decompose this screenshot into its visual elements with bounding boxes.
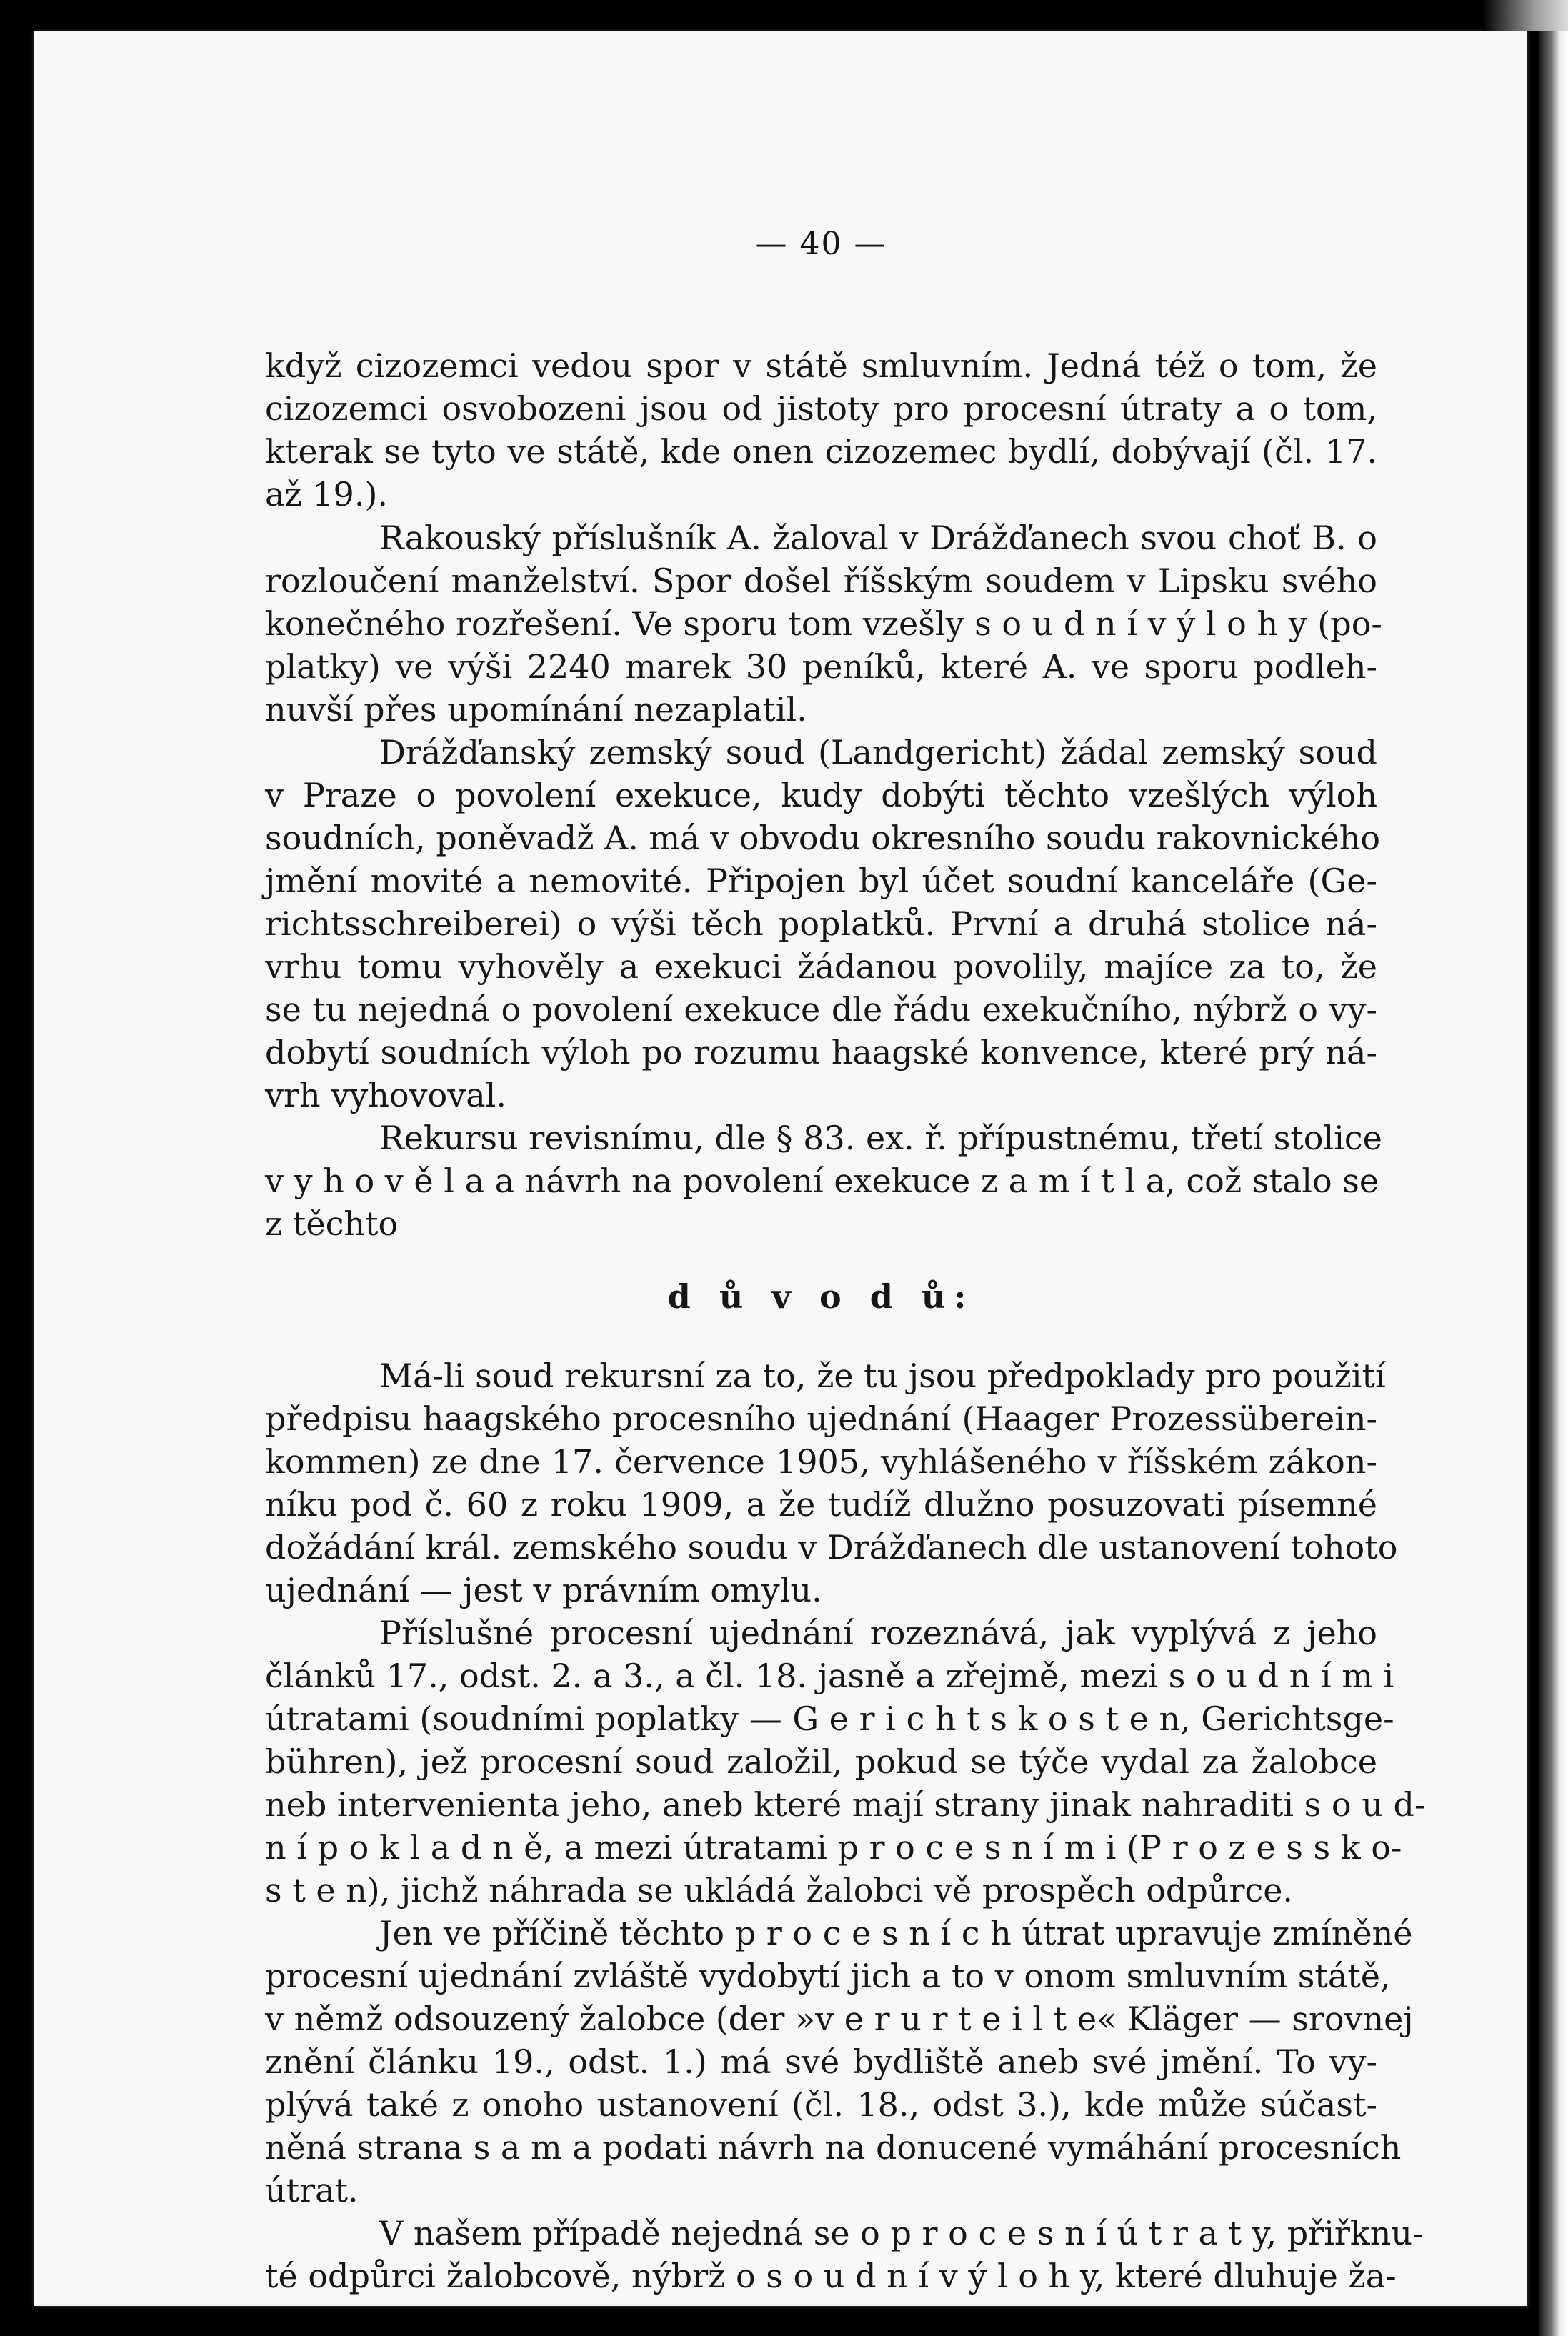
text-line: v Praze o povolení exekuce, kudy dobýti těchto vzešlých výloh	[265, 776, 1377, 814]
text-line: předpisu haagského procesního ujednání (Haager Prozessüberein-	[265, 1399, 1377, 1438]
text-line: článků 17., odst. 2. a 3., a čl. 18. jasně a zřejmě, mezi s o u d n í m i	[265, 1657, 1394, 1695]
text-line: plývá také z onoho ustanovení (čl. 18., odst 3.), kde může súčast-	[265, 2085, 1377, 2124]
document-page	[34, 31, 1527, 2306]
text-line: se tu nejedná o povolení exekuce dle řádu exekučního, nýbrž o vy-	[265, 990, 1377, 1029]
text-line: Má-li soud rekursní za to, že tu jsou předpoklady pro použití	[379, 1357, 1386, 1395]
text-line: kommen) ze dne 17. července 1905, vyhlášeného v říšském zákon-	[265, 1442, 1377, 1481]
text-line: s t e n), jichž náhrada se ukládá žalobci vě prospěch odpůrce.	[265, 1871, 1294, 1910]
text-line: konečného rozřešení. Ve sporu tom vzešly s o u d n í v ý l o h y (po-	[265, 604, 1382, 643]
text-line: dobytí soudních výloh po rozumu haagské konvence, které prý ná-	[265, 1033, 1377, 1072]
text-line: richtsschreiberei) o výši těch poplatků. První a druhá stolice ná-	[265, 904, 1377, 943]
text-line: n í p o k l a d n ě, a mezi útratami p r o c e s n í m i (P r o z e s s k o-	[265, 1828, 1402, 1867]
text-line: Rakouský příslušník A. žaloval v Drážďanech svou choť B. o	[379, 519, 1377, 557]
text-line: když cizozemci vedou spor v státě smluvním. Jedná též o tom, že	[265, 346, 1377, 385]
text-line: rozloučení manželství. Spor došel říšským soudem v Lipsku svého	[265, 561, 1377, 600]
text-line: Drážďanský zemský soud (Landgericht) žádal zemský soud	[379, 733, 1377, 772]
text-line: bühren), jež procesní soud založil, pokud se týče vydal za žalobce	[265, 1742, 1377, 1781]
text-line: nuvší přes upomínání nezaplatil.	[265, 690, 807, 729]
text-line: v y h o v ě l a a návrh na povolení exekuce z a m í t l a, což stalo se	[265, 1162, 1379, 1200]
text-line: platky) ve výši 2240 marek 30 peníků, které A. ve sporu podleh-	[265, 647, 1377, 686]
text-line: dožádání král. zemského soudu v Drážďanech dle ustanovení tohoto	[265, 1528, 1398, 1567]
text-line: z těchto	[265, 1204, 399, 1243]
text-line: V našem případě nejedná se o p r o c e s n í ú t r a t y, přiřknu-	[379, 2214, 1424, 2252]
text-line: jmění movité a nemovité. Připojen byl účet soudní kanceláře (Ge-	[265, 862, 1377, 900]
text-line: něná strana s a m a podati návrh na donucené vymáhání procesních	[265, 2128, 1402, 2167]
section-heading: d ů v o d ů:	[667, 1277, 975, 1316]
text-line: neb intervenienta jeho, aneb které mají strany jinak nahraditi s o u d-	[265, 1785, 1426, 1824]
text-line: útrat.	[265, 2171, 359, 2210]
text-line: té odpůrci žalobcově, nýbrž o s o u d n í v ý l o h y, které dluhuje ža-	[265, 2257, 1397, 2295]
text-line: vrhu tomu vyhověly a exekuci žádanou povolily, majíce za to, že	[265, 947, 1377, 986]
text-line: kterak se tyto ve státě, kde onen cizozemec bydlí, dobývají (čl. 17.	[265, 432, 1377, 471]
scan-edge	[1539, 0, 1568, 2336]
text-line: soudních, poněvadž A. má v obvodu okresního soudu rakovnického	[265, 819, 1381, 857]
text-line: útratami (soudními poplatky — G e r i c h t s k o s t e n, Gerichtsge-	[265, 1699, 1394, 1738]
text-line: v němž odsouzený žalobce (der »v e r u r t e i l t e« Kläger — srovnej	[265, 2000, 1414, 2038]
text-line: procesní ujednání zvláště vydobytí jich a to v onom smluvním státě,	[265, 1957, 1391, 1995]
scan-edge-top	[1482, 0, 1568, 31]
text-line: znění článku 19., odst. 1.) má své bydliště aneb své jmění. To vy-	[265, 2042, 1377, 2081]
text-line: ujednání — jest v právním omylu.	[265, 1571, 822, 1609]
text-line: Jen ve příčině těchto p r o c e s n í c h útrat upravuje zmíněné	[379, 1914, 1413, 1952]
text-line: Rekursu revisnímu, dle § 83. ex. ř. přípustnému, třetí stolice	[379, 1119, 1382, 1157]
text-line: až 19.).	[265, 475, 389, 514]
text-line: cizozemci osvobozeni jsou od jistoty pro procesní útraty a o tom,	[265, 389, 1377, 428]
text-line: vrh vyhovoval.	[265, 1076, 506, 1114]
text-line: níku pod č. 60 z roku 1909, a že tudíž dlužno posuzovati písemné	[265, 1485, 1377, 1524]
page-number: — 40 —	[755, 226, 887, 262]
text-line: Příslušné procesní ujednání rozeznává, jak vyplývá z jeho	[379, 1614, 1377, 1652]
